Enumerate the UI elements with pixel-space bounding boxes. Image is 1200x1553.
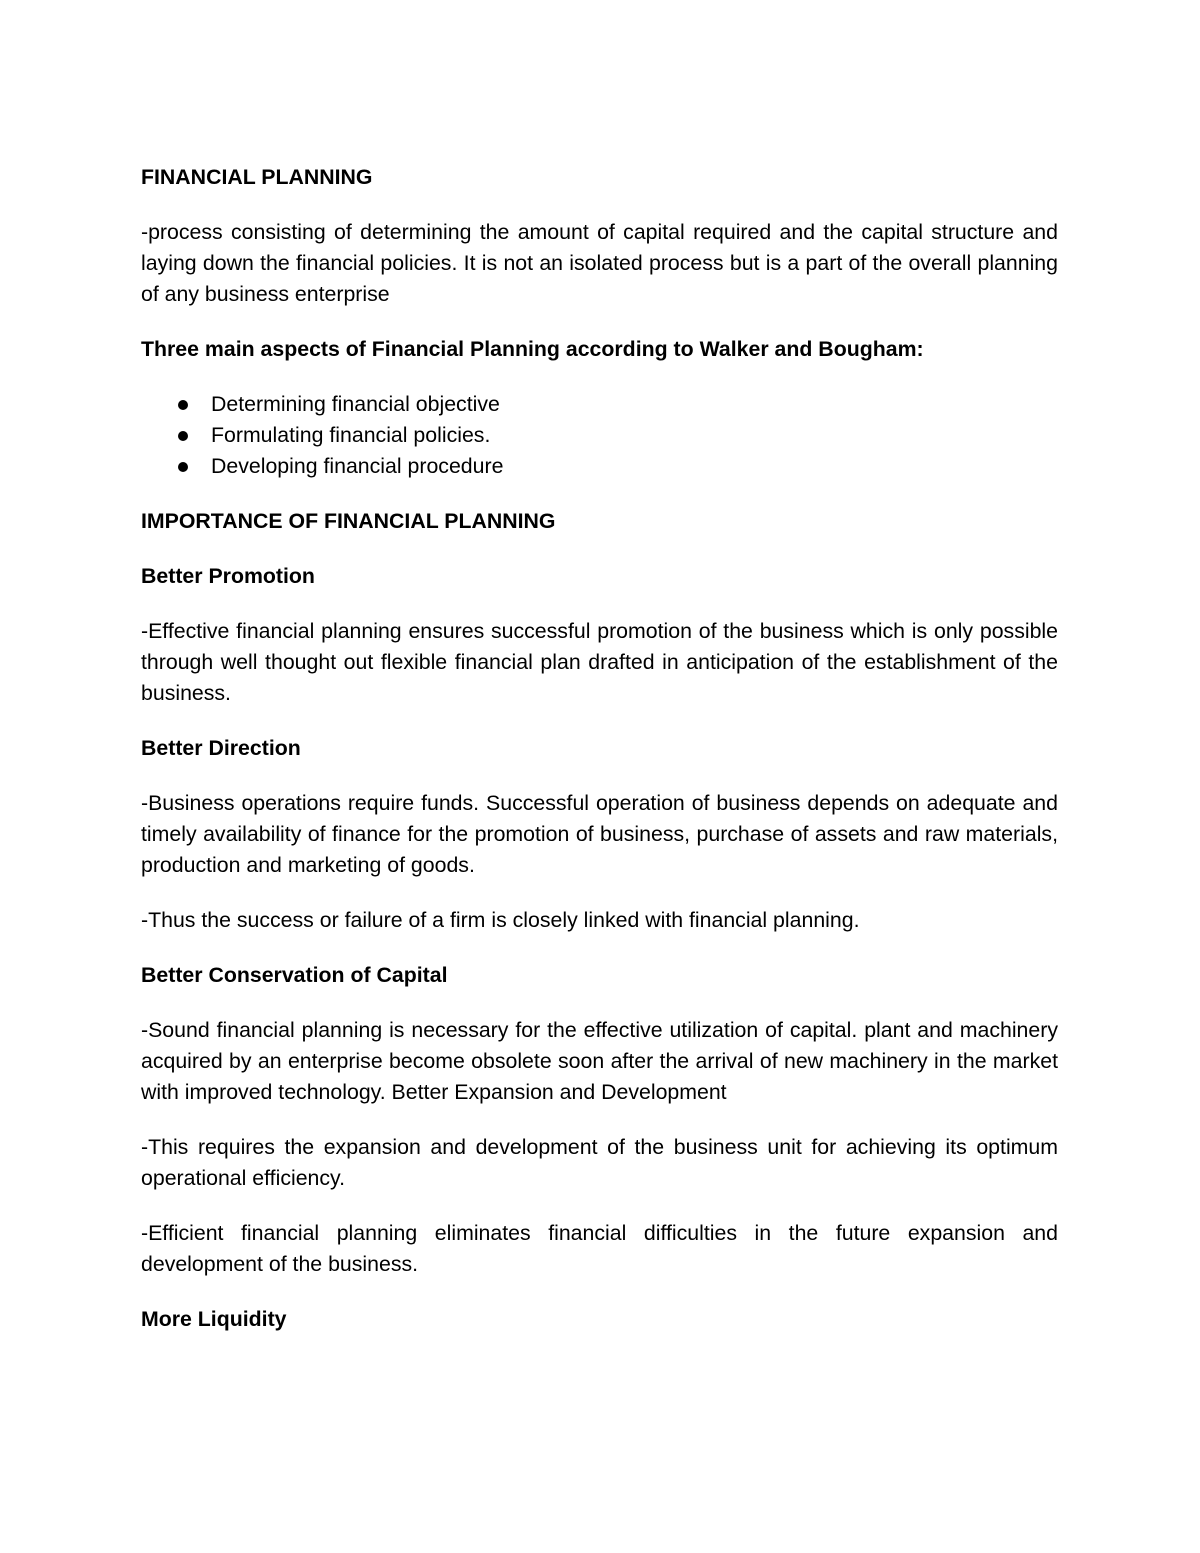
list-item	[141, 451, 1058, 482]
better-promotion-paragraph: -Effective financial planning ensures successful promotion of the business which is only possible through well thought out flexible financial plan drafted in anticipation of the establishment of the business.	[141, 619, 1058, 705]
list-item	[141, 389, 1058, 420]
bullet-icon	[178, 400, 188, 410]
aspects-list	[141, 389, 1058, 482]
document-page	[141, 162, 1058, 1359]
bullet-icon	[178, 462, 188, 472]
more-liquidity-heading: More Liquidity	[141, 1307, 287, 1331]
better-direction-heading: Better Direction	[141, 736, 301, 760]
better-conservation-paragraph-1: -Sound financial planning is necessary for the effective utilization of capital. plant and machinery acquired by an enterprise become obsolete soon after the arrival of new machinery in the market with improved technology. Better Expansion and Development	[141, 1018, 1058, 1104]
list-item-text: Formulating financial policies.	[211, 423, 491, 447]
importance-heading: IMPORTANCE OF FINANCIAL PLANNING	[141, 509, 556, 533]
better-conservation-paragraph-3: -Efficient financial planning eliminates financial difficulties in the future expansion and development of the business.	[141, 1221, 1058, 1276]
bullet-icon	[178, 431, 188, 441]
better-promotion-heading: Better Promotion	[141, 564, 315, 588]
better-conservation-paragraph-2: -This requires the expansion and development of the business unit for achieving its optimum operational efficiency.	[141, 1135, 1058, 1190]
better-direction-paragraph-1: -Business operations require funds. Successful operation of business depends on adequate and timely availability of finance for the promotion of business, purchase of assets and raw materials, production and marketing of goods.	[141, 791, 1058, 877]
list-item-text: Developing financial procedure	[211, 454, 504, 478]
aspects-heading: Three main aspects of Financial Planning according to Walker and Bougham:	[141, 337, 924, 361]
list-item-text: Determining financial objective	[211, 392, 500, 416]
better-direction-paragraph-2: -Thus the success or failure of a firm is closely linked with financial planning.	[141, 908, 860, 932]
list-item	[141, 420, 1058, 451]
intro-paragraph: -process consisting of determining the amount of capital required and the capital structure and laying down the financial policies. It is not an isolated process but is a part of the overall planning of any business enterprise	[141, 220, 1058, 306]
better-conservation-heading: Better Conservation of Capital	[141, 963, 448, 987]
document-title: FINANCIAL PLANNING	[141, 165, 373, 189]
